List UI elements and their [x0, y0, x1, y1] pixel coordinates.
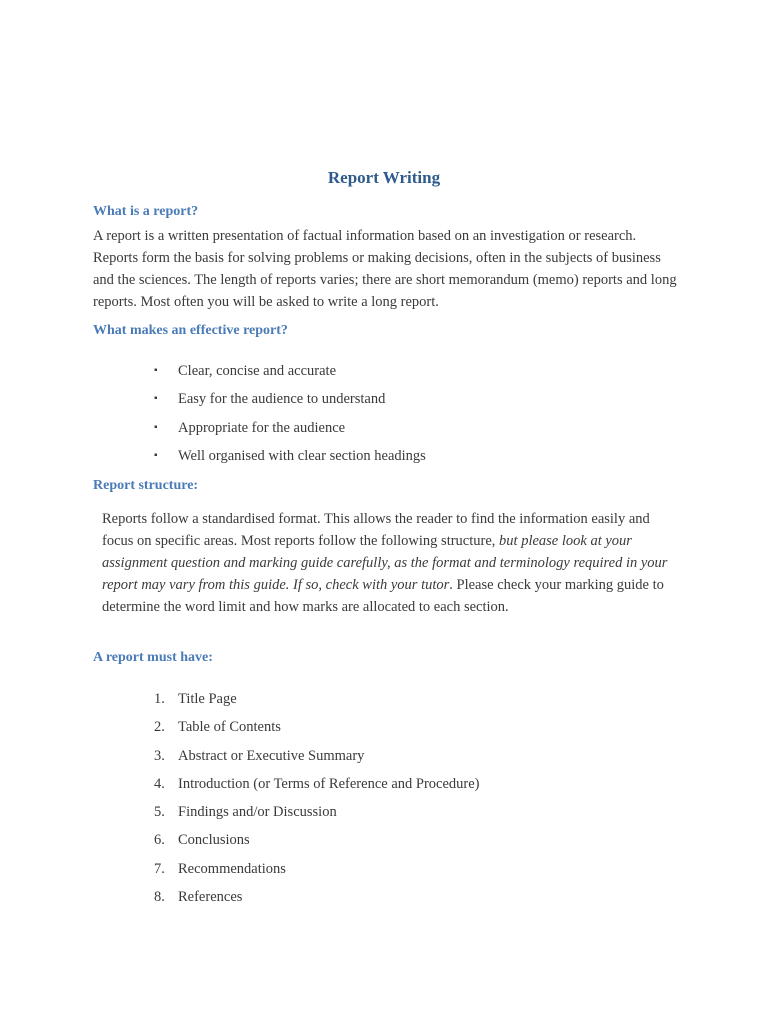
list-number: 7. — [154, 860, 165, 877]
page-title: Report Writing — [327, 168, 441, 187]
list-number: 5. — [154, 804, 165, 821]
heading-effective-report: What makes an effective report? — [93, 323, 288, 338]
bullet-icon: ▪ — [154, 449, 158, 461]
list-number: 2. — [154, 719, 165, 736]
structure-text-italic: but please look at your assignment question and marking guide carefully, as the format and terminology required in your report may vary from this guide. If so, check with your tutor — [102, 533, 668, 593]
paragraph-what-is-report: A report is a written presentation of factual information based on an investigation or research. Reports form the basis for solving problems or making decisions, often in the subjects of business and the sciences. The length of reports varies; there are short memorandum (memo) reports and long reports. Most often you will be asked to write a long report. — [93, 228, 677, 310]
list-item-text: Recommendations — [178, 860, 286, 877]
bullet-icon: ▪ — [154, 393, 158, 405]
list-number: 3. — [154, 747, 165, 764]
list-item-text: Conclusions — [178, 832, 250, 849]
list-item-text: Easy for the audience to understand — [178, 391, 386, 408]
list-item-text: Introduction (or Terms of Reference and Procedure) — [178, 775, 480, 792]
heading-report-must-have: A report must have: — [93, 650, 213, 665]
list-item-text: Appropriate for the audience — [178, 419, 346, 436]
structure-text-start: Reports follow a standardised format. This allows the reader to find the information easily and focus on specific areas. Most reports follow the following structure, — [102, 511, 650, 549]
paragraph-report-structure — [102, 508, 677, 618]
list-item-text: Table of Contents — [178, 719, 281, 736]
heading-report-structure: Report structure: — [93, 478, 199, 493]
list-item-text: Abstract or Executive Summary — [178, 747, 365, 764]
list-item-text: Title Page — [178, 691, 237, 707]
list-item-text: Well organised with clear section headings — [178, 447, 426, 464]
list-number: 4. — [154, 775, 165, 792]
list-item-text: Clear, concise and accurate — [178, 363, 337, 379]
list-number: 6. — [154, 832, 165, 849]
list-number: 8. — [154, 889, 165, 906]
bullet-icon: ▪ — [154, 365, 158, 376]
heading-what-is-report: What is a report? — [93, 204, 199, 219]
list-item-text: Findings and/or Discussion — [178, 804, 337, 821]
bullet-icon: ▪ — [154, 421, 158, 433]
list-item-text: References — [178, 889, 243, 906]
structure-text-end: . Please check your marking guide to determine the word limit and how marks are allocated to each section. — [102, 577, 664, 615]
list-number: 1. — [154, 691, 165, 707]
